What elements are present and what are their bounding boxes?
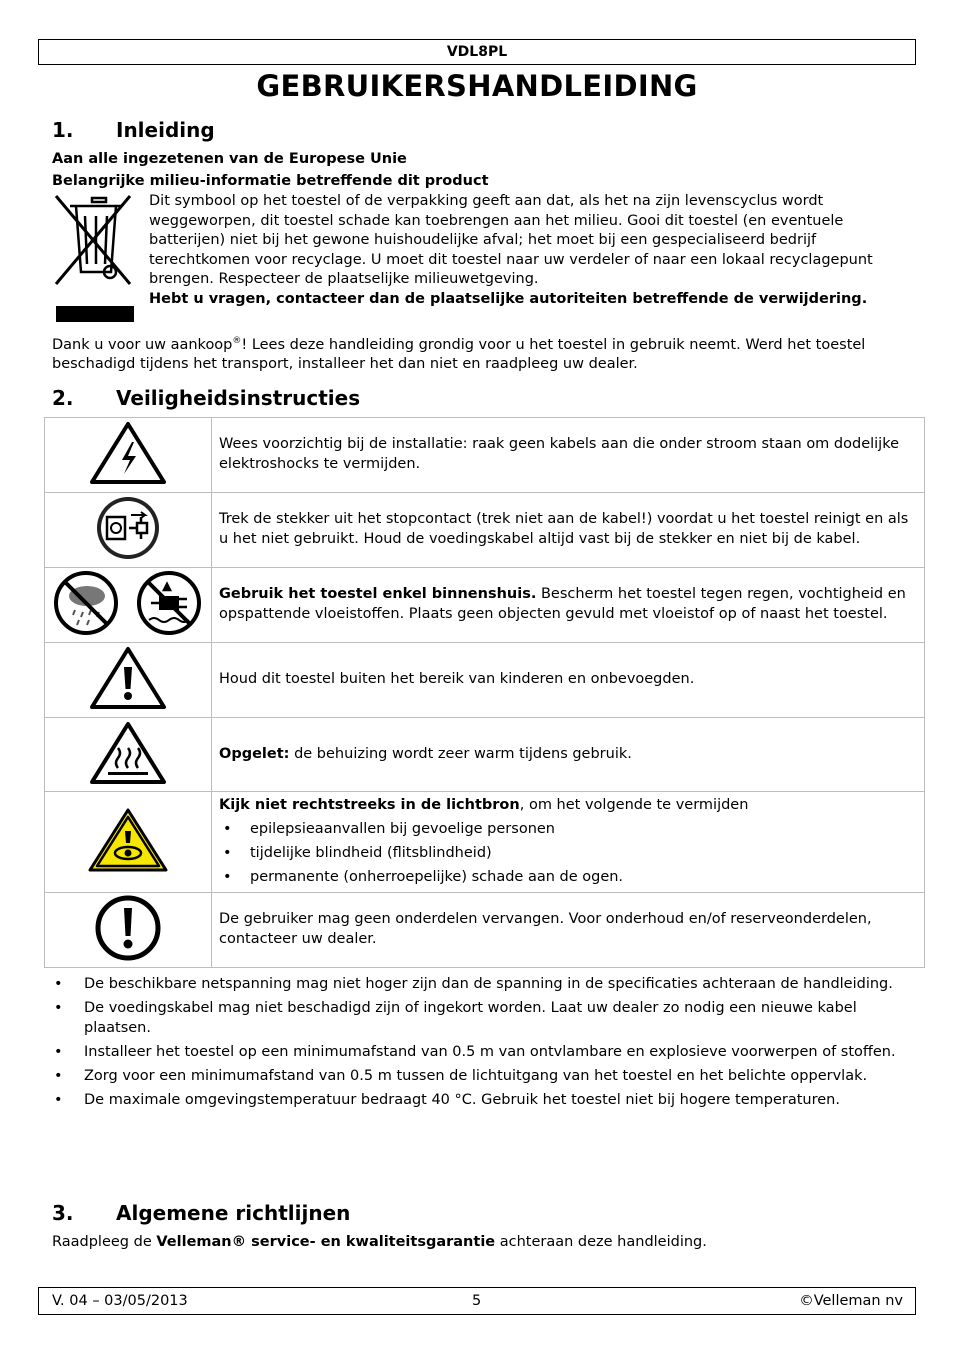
no-rain-icon (56, 573, 116, 633)
safety-text: Trek de stekker uit het stopcontact (trek niet aan de kabel!) voordat u het toestel reinigt en als u het niet gebruikt. Houd de voedingskabel altijd vast bij de stekker en niet bij de kabel. (212, 493, 925, 568)
safety-text: De gebruiker mag geen onderdelen vervangen. Voor onderhoud en/of reserveonderdelen, contacteer uw dealer. (212, 893, 925, 968)
env-info-text (149, 192, 909, 310)
no-rain-no-liquid-icons (45, 568, 212, 643)
thanks-text-cont: ! Lees deze handleiding grondig voor u het toestel in gebruik neemt. Werd het toestel beschadigd tijdens het transport, installeer het dan niet en raadpleeg uw dealer. (52, 336, 866, 373)
list-item: • Installeer het toestel op een minimumafstand van 0.5 m van ontvlambare en explosieve voorwerpen of stoffen. (52, 1043, 902, 1063)
warranty-text-cont: achteraan deze handleiding. (495, 1234, 707, 1250)
eye-warning-icon (45, 792, 212, 893)
safety-row (45, 418, 925, 493)
safety-row (45, 643, 925, 718)
list-item: • Zorg voor een minimumafstand van 0.5 m tussen de lichtuitgang van het toestel en het belichte oppervlak. (52, 1067, 902, 1087)
list-item: • tijdelijke blindheid (flitsblindheid) (219, 844, 910, 864)
safety-table (44, 417, 925, 968)
safety-row (45, 568, 925, 643)
section-title: Algemene richtlijnen (116, 1201, 351, 1225)
list-item: • De voedingskabel mag niet beschadigd zijn of ingekort worden. Laat uw dealer zo nodig een nieuwe kabel plaatsen. (52, 999, 902, 1038)
warranty-paragraph (52, 1233, 707, 1253)
weee-bin-icon (52, 192, 134, 324)
thanks-paragraph (52, 332, 902, 375)
env-heading: Belangrijke milieu-informatie betreffende dit product (52, 173, 489, 189)
general-warning-icon (45, 643, 212, 718)
unplug-icon (45, 493, 212, 568)
section-title: Veiligheidsinstructies (116, 386, 361, 410)
safety-text (212, 792, 925, 893)
list-item: • epilepsieaanvallen bij gevoelige personen (219, 820, 910, 840)
safety-row (45, 718, 925, 792)
safety-text-bold: Opgelet: (219, 745, 290, 762)
section-number: 1. (52, 118, 74, 142)
list-item: • De beschikbare netspanning mag niet hoger zijn dan de spanning in de specificaties achteraan de handleiding. (52, 975, 902, 995)
footer-page-number: 5 (472, 1293, 482, 1309)
hot-surface-icon (45, 718, 212, 792)
warranty-text: Raadpleeg de (52, 1234, 157, 1250)
list-item: • De maximale omgevingstemperatuur bedraagt 40 °C. Gebruik het toestel niet bij hogere temperaturen. (52, 1091, 902, 1111)
footer-copyright: ©Velleman nv (799, 1293, 903, 1309)
exclamation-circle-icon (45, 893, 212, 968)
list-item: • permanente (onherroepelijke) schade aan de ogen. (219, 868, 910, 888)
safety-text-bold: Gebruik het toestel enkel binnenshuis. (219, 586, 537, 603)
safety-bullet-list (52, 975, 902, 1115)
safety-text-body: Bescherm het toestel tegen regen, vochtigheid en opspattende vloeistoffen. Plaats geen objecten gevuld met vloeistof op of naast het toestel. (219, 586, 906, 622)
section-title: Inleiding (116, 118, 215, 142)
safety-row (45, 792, 925, 893)
section-1-heading (52, 118, 215, 142)
safety-row (45, 493, 925, 568)
document-title: GEBRUIKERSHANDLEIDING (256, 69, 698, 103)
electric-shock-warning-icon (45, 418, 212, 493)
registered-mark: ® (232, 336, 242, 346)
env-info-paragraph: Dit symbool op het toestel of de verpakking geeft aan dat, als het na zijn levenscyclus wordt weggeworpen, dit toestel schade kan toebrengen aan het milieu. Gooi dit toestel (en eventuele batterijen) niet bij het gewone huishoudelijke afval; het moet bij een gespecialiseerd bedrijf terechtkomen voor recyclage. U moet dit toestel naar uw verdeler of naar een lokaal recyclagepunt brengen. Respecteer de plaatselijke milieuwetgeving. (149, 193, 873, 288)
section-2-heading (52, 386, 360, 410)
safety-text-body: de behuizing wordt zeer warm tijdens gebruik. (289, 745, 632, 762)
safety-row (45, 893, 925, 968)
safety-text: Houd dit toestel buiten het bereik van kinderen en onbevoegden. (212, 643, 925, 718)
safety-text-body: , om het volgende te vermijden (519, 797, 749, 814)
page-footer (38, 1287, 916, 1315)
no-liquid-icon (139, 573, 199, 633)
safety-text (212, 568, 925, 643)
safety-text: Wees voorzichtig bij de installatie: raak geen kabels aan die onder stroom staan om dodelijke elektroshocks te vermijden. (212, 418, 925, 493)
section-number: 3. (52, 1201, 74, 1225)
safety-text (212, 718, 925, 792)
env-contact-note: Hebt u vragen, contacteer dan de plaatselijke autoriteiten betreffende de verwijdering. (149, 290, 868, 307)
footer-version: V. 04 – 03/05/2013 (52, 1293, 188, 1309)
section-3-heading (52, 1201, 350, 1225)
page-header-model: VDL8PL (38, 39, 916, 65)
safety-text-bold: Kijk niet rechtstreeks in de lichtbron (219, 797, 520, 814)
eu-heading: Aan alle ingezetenen van de Europese Unie (52, 151, 407, 167)
section-number: 2. (52, 386, 74, 410)
thanks-text: Dank u voor uw aankoop (52, 336, 233, 353)
warranty-text-bold: Velleman® service- en kwaliteitsgarantie (156, 1234, 496, 1250)
eye-risk-list (219, 820, 910, 887)
